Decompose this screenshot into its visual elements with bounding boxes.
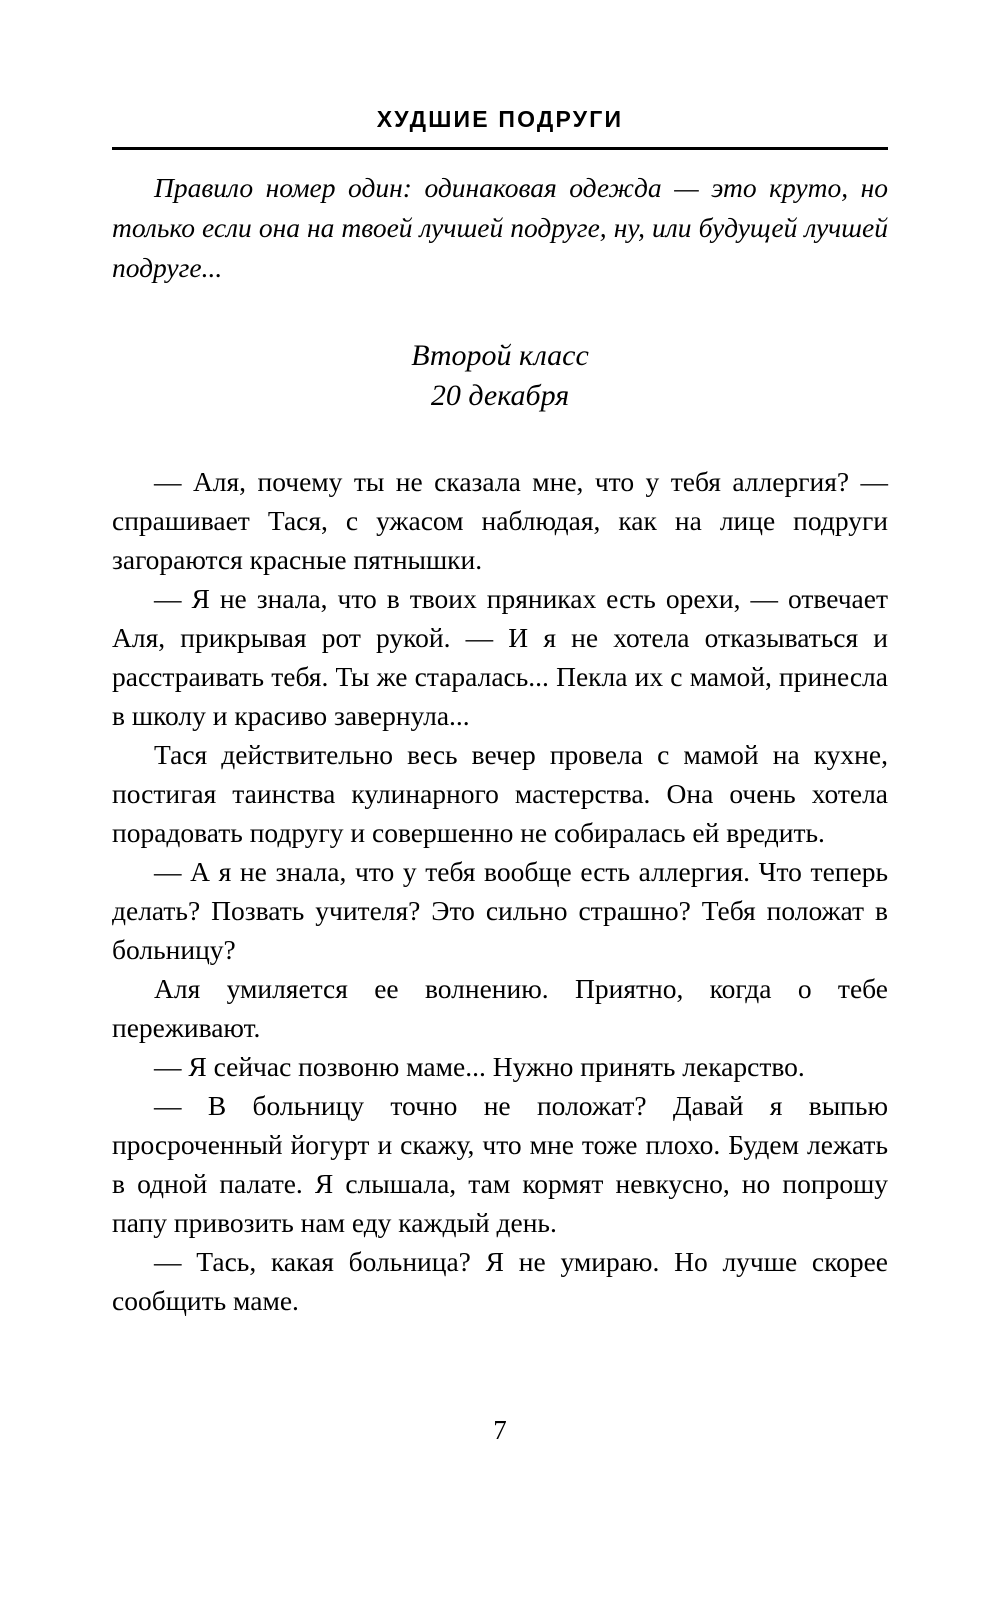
chapter-title-line-2: 20 декабря (430, 379, 570, 412)
body-paragraph: Аля умиляется ее волнению. Приятно, когда о тебе переживают. (112, 973, 888, 1043)
chapter-heading (112, 336, 888, 416)
page-number: 7 (493, 1415, 507, 1445)
body-paragraph: — Я сейчас позвоню маме... Нужно принять лекарство. (154, 1051, 805, 1082)
body-paragraph: Тася действительно весь вечер провела с мамой на кухне, постигая таинства кулинарного мастерства. Она очень хотела порадовать подругу и совершенно не собиралась ей вредить. (112, 739, 888, 848)
running-head: ХУДШИЕ ПОДРУГИ (376, 106, 624, 132)
body-paragraph: — Тась, какая больница? Я не умираю. Но лучше скорее сообщить маме. (112, 1246, 888, 1316)
text-column (112, 168, 888, 1320)
epigraph: Правило номер один: одинаковая одежда — это круто, но только если она на твоей лучшей подруге, ну, или будущей лучшей подруге... (112, 172, 888, 283)
header-rule (112, 147, 888, 150)
body-paragraph: — Аля, почему ты не сказала мне, что у тебя аллергия? — спрашивает Тася, с ужасом наблюдая, как на лице подруги загораются красные пятнышки. (112, 466, 888, 575)
body-paragraph: — В больницу точно не положат? Давай я выпью просроченный йогурт и скажу, что мне тоже плохо. Будем лежать в одной палате. Я слышала, там кормят невкусно, но попрошу папу привозить нам еду каждый день. (112, 1090, 888, 1238)
body-paragraph: — Я не знала, что в твоих пряниках есть орехи, — отвечает Аля, прикрывая рот рукой. — И я не хотела отказываться и расстраивать тебя. Ты же старалась... Пекла их с мамой, принесла в школу и красиво завернула... (112, 583, 888, 731)
body-paragraph: — А я не знала, что у тебя вообще есть аллергия. Что теперь делать? Позвать учителя? Это сильно страшно? Тебя положат в больницу? (112, 856, 888, 965)
chapter-title-line-1: Второй класс (411, 339, 589, 372)
